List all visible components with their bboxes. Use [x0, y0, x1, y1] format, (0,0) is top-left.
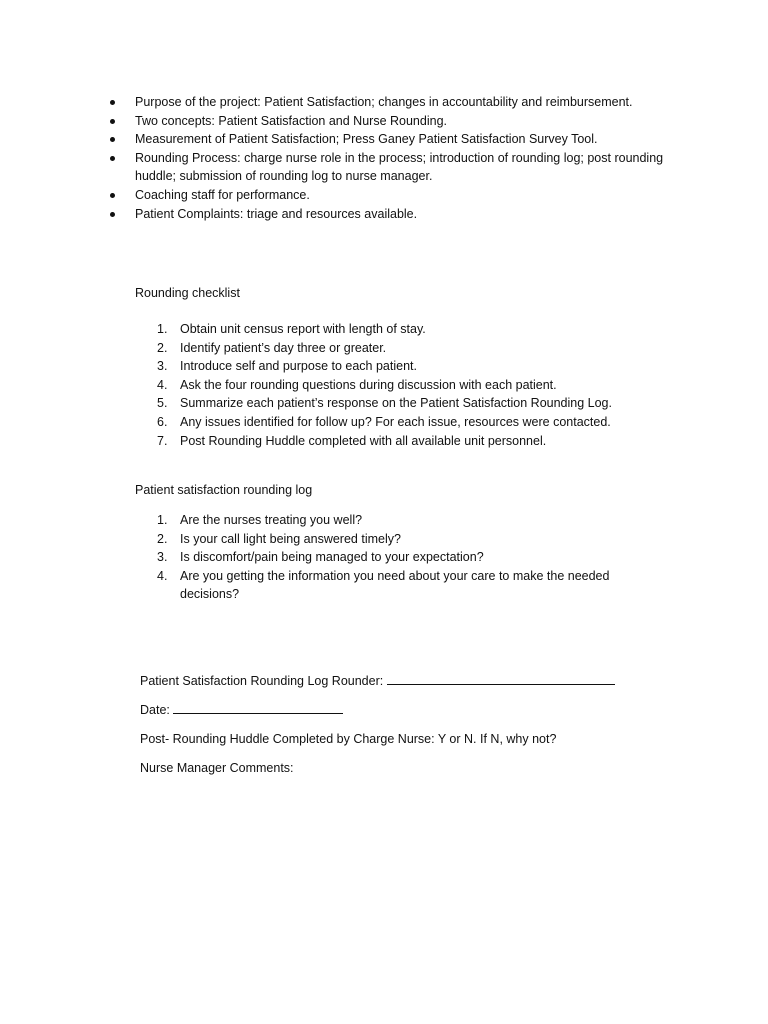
bullet-dot-icon	[110, 100, 115, 105]
item-text: Is your call light being answered timely?	[180, 531, 401, 546]
date-field	[140, 701, 343, 720]
bullet-dot-icon	[110, 137, 115, 142]
item-number: 3.	[157, 550, 168, 565]
comments-field	[140, 759, 294, 778]
rounder-blank-line[interactable]	[387, 672, 615, 685]
checklist-item	[154, 320, 694, 339]
item-text: Any issues identified for follow up? For each issue, resources were contacted.	[180, 414, 611, 429]
huddle-label: Post- Rounding Huddle Completed by Charge Nurse: Y or N. If N, why not?	[140, 732, 557, 746]
checklist-list	[154, 320, 694, 450]
question-item	[154, 511, 664, 530]
bullet-text: Coaching staff for performance.	[135, 187, 310, 202]
item-number: 3.	[157, 359, 168, 374]
question-item	[154, 548, 664, 567]
item-text: Summarize each patient’s response on the Patient Satisfaction Rounding Log.	[180, 396, 612, 411]
checklist-item	[154, 339, 694, 358]
rounder-field	[140, 672, 615, 691]
item-number: 1.	[157, 322, 168, 336]
bullet-text: Rounding Process: charge nurse role in the process; introduction of rounding log; post rounding huddle; submission of rounding log to nurse manager.	[135, 150, 664, 184]
bullet-text: Patient Complaints: triage and resources available.	[135, 206, 418, 221]
bullet-text: Measurement of Patient Satisfaction; Press Ganey Patient Satisfaction Survey Tool.	[135, 132, 598, 147]
checklist-item	[154, 394, 694, 413]
bullet-text: Two concepts: Patient Satisfaction and Nurse Rounding.	[135, 113, 447, 128]
item-text: Are you getting the information you need about your care to make the needed decisions?	[180, 568, 610, 602]
bullet-item	[110, 112, 700, 131]
item-number: 7.	[157, 433, 168, 448]
item-number: 2.	[157, 531, 168, 546]
item-text: Identify patient’s day three or greater.	[180, 340, 387, 355]
item-text: Post Rounding Huddle completed with all available unit personnel.	[180, 433, 547, 448]
bullet-dot-icon	[110, 119, 115, 124]
item-number: 2.	[157, 340, 168, 355]
checklist-item	[154, 376, 694, 395]
bullet-item	[110, 149, 700, 186]
bullet-item	[110, 186, 700, 205]
item-number: 1.	[157, 513, 168, 527]
bullet-text: Purpose of the project: Patient Satisfaction; changes in accountability and reimbursement.	[135, 95, 633, 109]
item-number: 5.	[157, 396, 168, 411]
item-number: 6.	[157, 414, 168, 429]
bullet-dot-icon	[110, 193, 115, 198]
item-text: Introduce self and purpose to each patient.	[180, 359, 417, 374]
checklist-item	[154, 357, 694, 376]
checklist-item	[154, 432, 694, 451]
item-text: Is discomfort/pain being managed to your expectation?	[180, 550, 484, 565]
rounder-label: Patient Satisfaction Rounding Log Rounder:	[140, 674, 384, 688]
rounding-questions-list	[154, 511, 664, 604]
question-item	[154, 530, 664, 549]
comments-label: Nurse Manager Comments:	[140, 761, 294, 775]
date-blank-line[interactable]	[173, 701, 343, 714]
bullet-item	[110, 93, 700, 112]
item-number: 4.	[157, 568, 168, 583]
bullet-dot-icon	[110, 156, 115, 161]
checklist-item	[154, 413, 694, 432]
item-text: Ask the four rounding questions during discussion with each patient.	[180, 377, 557, 392]
item-text: Are the nurses treating you well?	[180, 513, 363, 527]
checklist-heading: Rounding checklist	[135, 286, 240, 300]
rounding-log-heading: Patient satisfaction rounding log	[135, 483, 313, 497]
item-text: Obtain unit census report with length of stay.	[180, 322, 426, 336]
overview-bullet-list	[110, 93, 700, 223]
huddle-field	[140, 730, 556, 749]
question-item	[154, 567, 664, 604]
bullet-item	[110, 130, 700, 149]
item-number: 4.	[157, 377, 168, 392]
date-label: Date:	[140, 703, 170, 717]
bullet-dot-icon	[110, 212, 115, 217]
bullet-item	[110, 205, 700, 224]
